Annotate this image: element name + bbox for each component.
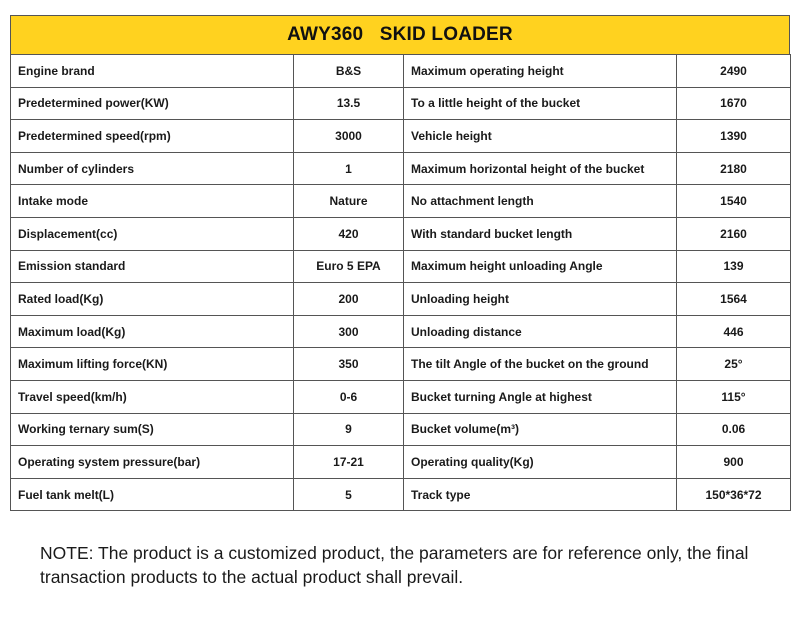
spec-value: 9 [294,413,404,446]
spec-label: Unloading distance [404,315,677,348]
spec-value: 2490 [677,55,791,88]
spec-label: Maximum operating height [404,55,677,88]
spec-value: 1 [294,152,404,185]
spec-value: 1540 [677,185,791,218]
spec-value: 2160 [677,217,791,250]
spec-label: Number of cylinders [11,152,294,185]
table-row [11,250,791,283]
spec-value: 300 [294,315,404,348]
spec-value: 25° [677,348,791,381]
spec-value: 17-21 [294,446,404,479]
spec-label: Operating system pressure(bar) [11,446,294,479]
spec-value: B&S [294,55,404,88]
spec-value: Euro 5 EPA [294,250,404,283]
spec-label: Displacement(cc) [11,217,294,250]
spec-label: Intake mode [11,185,294,218]
spec-label: No attachment length [404,185,677,218]
spec-value: 139 [677,250,791,283]
spec-value: Nature [294,185,404,218]
spec-value: 350 [294,348,404,381]
spec-value: 200 [294,283,404,316]
spec-label: Emission standard [11,250,294,283]
spec-value: 0.06 [677,413,791,446]
spec-value: 150*36*72 [677,478,791,511]
spec-table [10,54,791,511]
spec-label: Maximum load(Kg) [11,315,294,348]
table-row [11,315,791,348]
spec-label: Engine brand [11,55,294,88]
table-row [11,120,791,153]
table-row [11,380,791,413]
spec-label: Operating quality(Kg) [404,446,677,479]
spec-value: 5 [294,478,404,511]
disclaimer-note: NOTE: The product is a customized product, the parameters are for reference only, the final transaction products to the actual product shall prevail. [40,543,749,587]
spec-value: 1564 [677,283,791,316]
spec-label: Predetermined power(KW) [11,87,294,120]
spec-value: 2180 [677,152,791,185]
spec-label: Rated load(Kg) [11,283,294,316]
spec-title: AWY360 SKID LOADER [10,15,790,54]
spec-table-body [11,55,791,511]
table-row [11,283,791,316]
spec-label: Working ternary sum(S) [11,413,294,446]
spec-value: 3000 [294,120,404,153]
spec-value: 115° [677,380,791,413]
spec-value: 900 [677,446,791,479]
spec-label: With standard bucket length [404,217,677,250]
spec-label: Fuel tank melt(L) [11,478,294,511]
spec-label: The tilt Angle of the bucket on the ground [404,348,677,381]
spec-label: Travel speed(km/h) [11,380,294,413]
spec-label: Bucket turning Angle at highest [404,380,677,413]
spec-value: 0-6 [294,380,404,413]
spec-value: 1670 [677,87,791,120]
spec-label: Maximum lifting force(KN) [11,348,294,381]
spec-label: Maximum horizontal height of the bucket [404,152,677,185]
table-row [11,478,791,511]
spec-label: Track type [404,478,677,511]
table-row [11,152,791,185]
spec-label: Predetermined speed(rpm) [11,120,294,153]
spec-value: 446 [677,315,791,348]
table-row [11,413,791,446]
table-row [11,55,791,88]
spec-value: 1390 [677,120,791,153]
spec-value: 13.5 [294,87,404,120]
spec-label: To a little height of the bucket [404,87,677,120]
table-row [11,185,791,218]
spec-sheet [10,15,790,511]
spec-label: Maximum height unloading Angle [404,250,677,283]
spec-label: Unloading height [404,283,677,316]
spec-label: Bucket volume(m³) [404,413,677,446]
table-row [11,446,791,479]
table-row [11,217,791,250]
spec-value: 420 [294,217,404,250]
spec-label: Vehicle height [404,120,677,153]
table-row [11,87,791,120]
table-row [11,348,791,381]
